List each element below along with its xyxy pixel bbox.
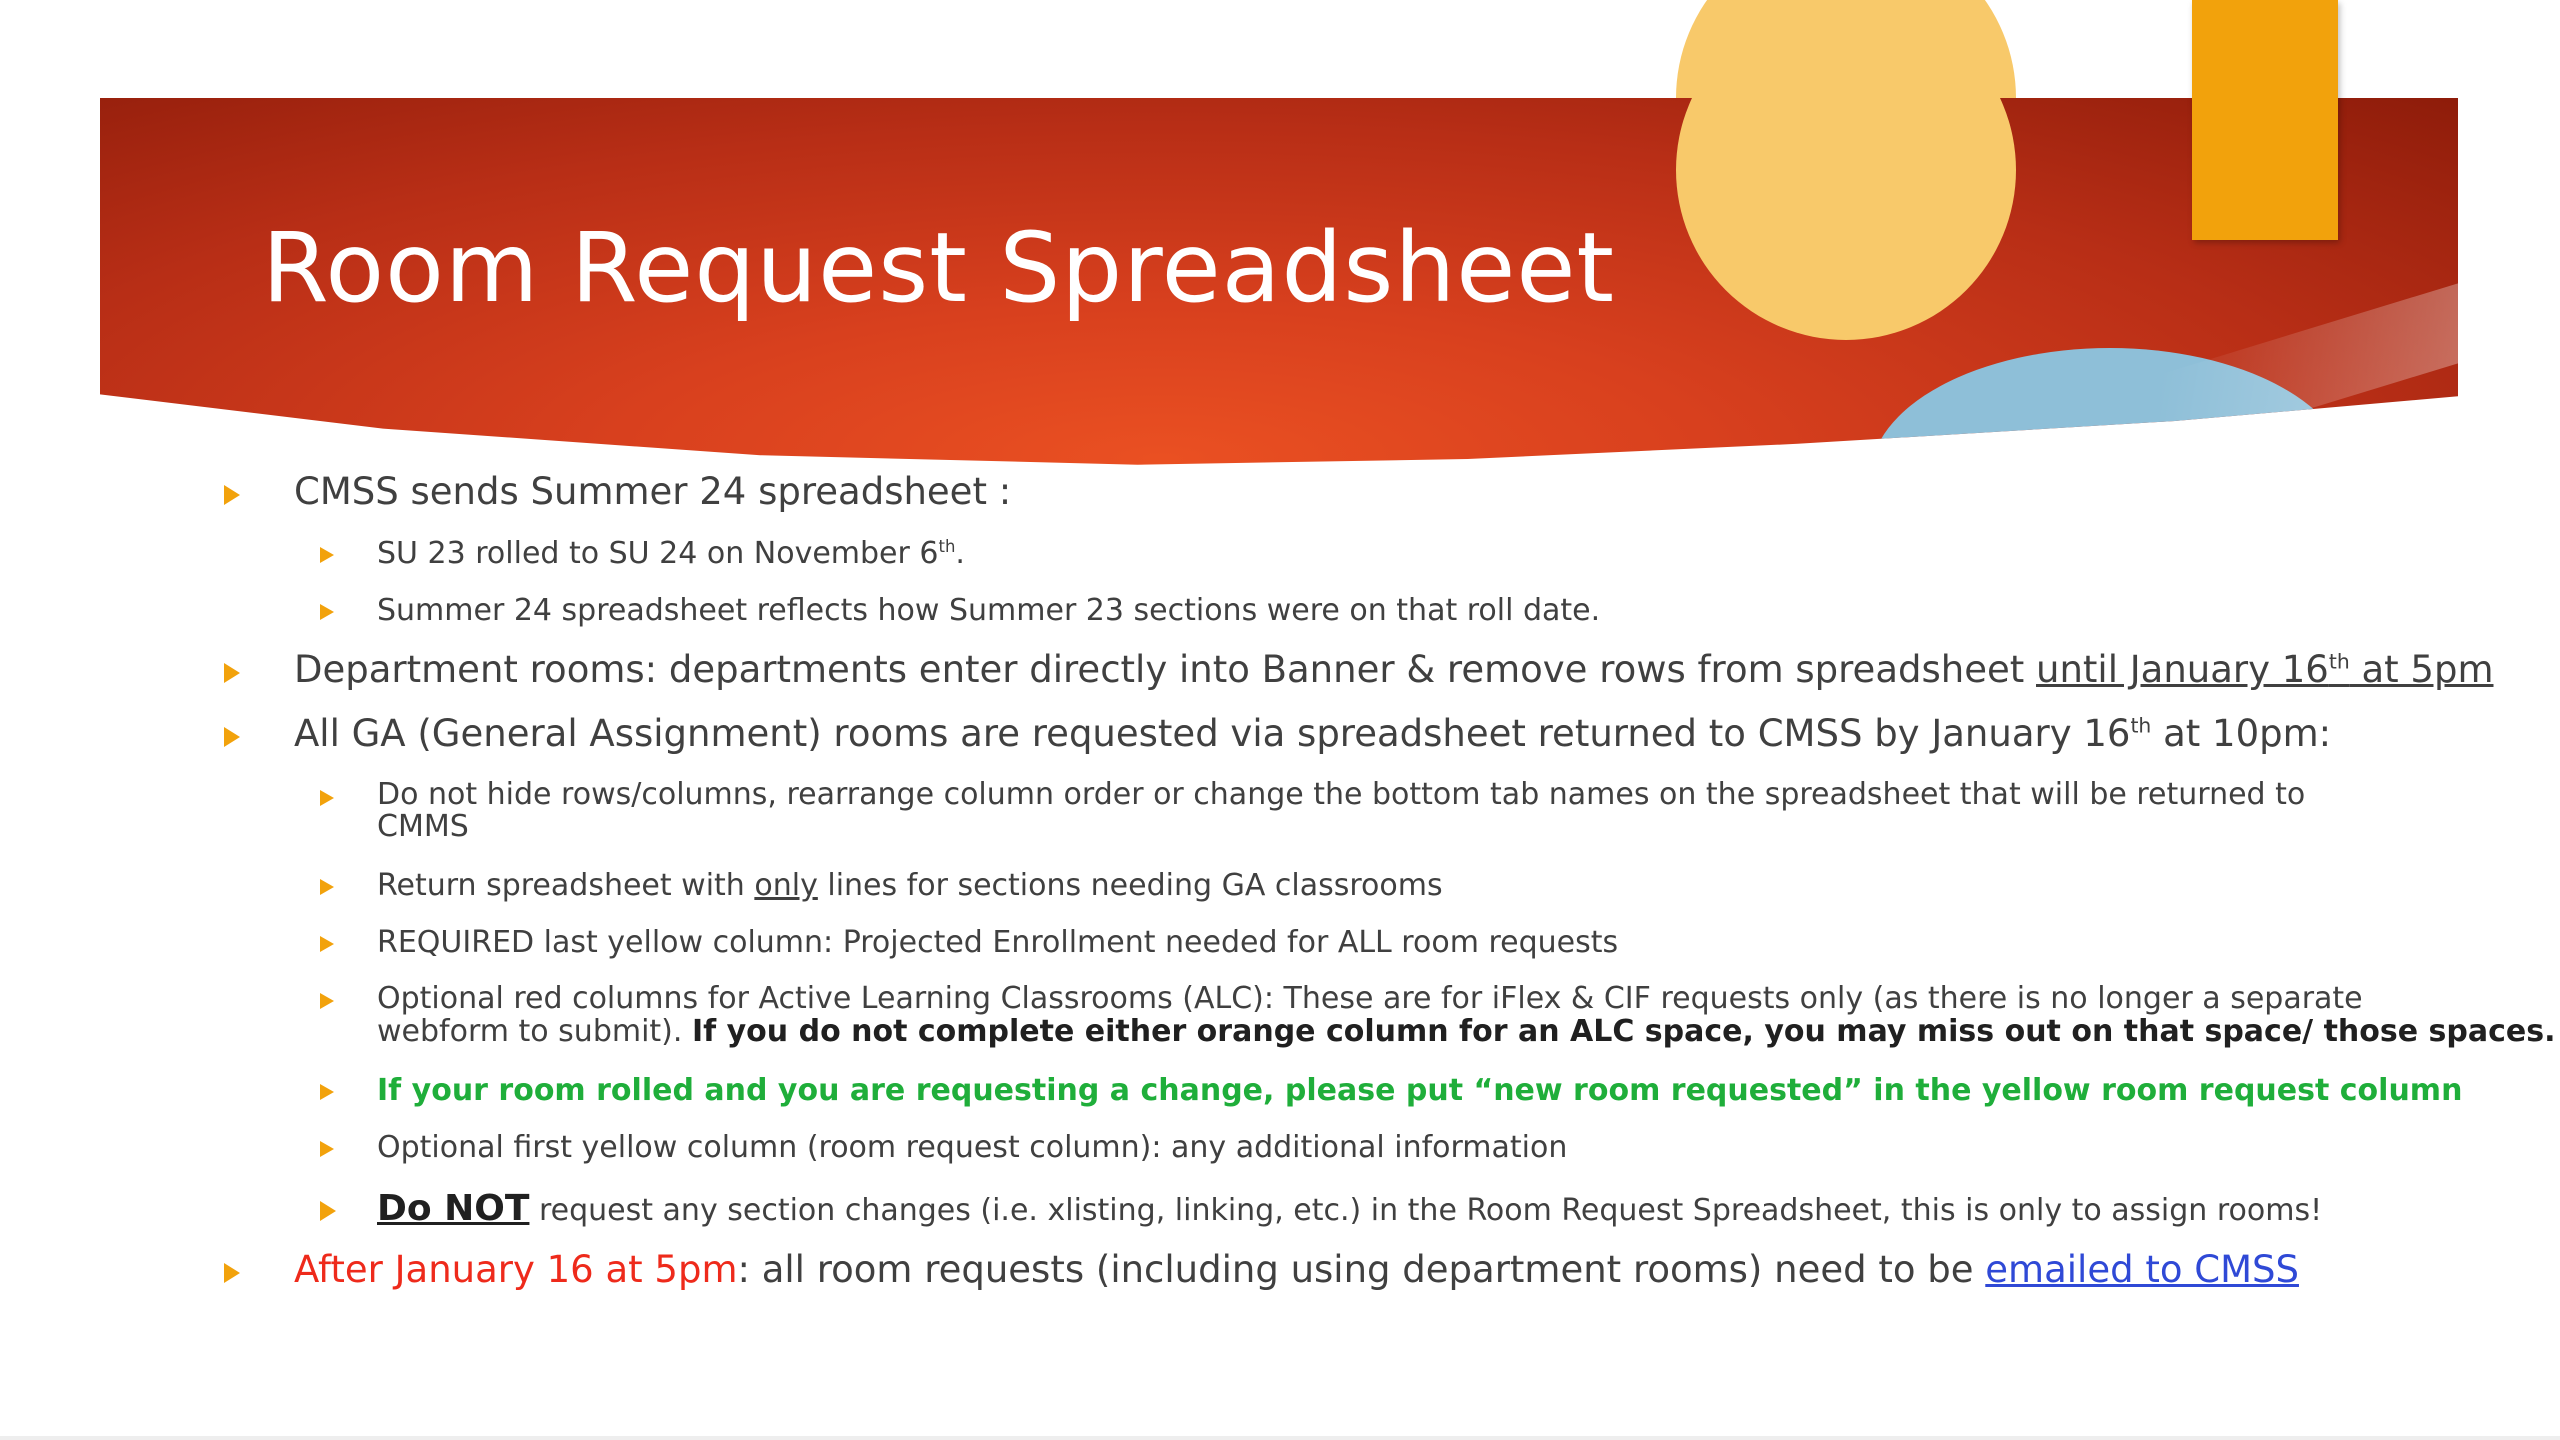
bullet-text: Department rooms: departments enter directly into Banner & remove rows from spreadsheet [294,648,2036,691]
bullet-optional-red-columns [377,982,2556,1048]
bullet-arrow-icon [320,1201,336,1221]
bullet-do-not-request [377,1188,2322,1229]
bullet-arrow-icon [224,1263,240,1283]
bullet-arrow-icon [320,993,334,1009]
deadline-underlined [2036,648,2494,691]
bullet-text: Optional first yellow column (room request column): any additional information [377,1130,1568,1165]
bullet-text: : all room requests (including using department rooms) need to be [737,1248,1986,1291]
bullet-after-january [294,1248,2299,1291]
bullet-text-end: lines for sections needing GA classrooms [817,868,1443,903]
bullet-text: All GA (General Assignment) rooms are requested via spreadsheet returned to CMSS by January 16 [294,712,2131,755]
bullet-text: request any section changes (i.e. xlisting, linking, etc.) in the Room Request Spreadsheet, this is only to assign rooms! [529,1193,2323,1228]
bullet-arrow-icon [224,727,240,747]
bullet-do-not-hide [377,779,2305,843]
bullet-arrow-icon [224,485,240,505]
slide-title: Room Request Spreadsheet [262,212,1616,324]
bullet-text-line2: CMMS [377,809,469,844]
bullet-arrow-icon [320,604,334,620]
bullet-text-line1: Do not hide rows/columns, rearrange column order or change the bottom tab names on the spreadsheet that will be returned to [377,777,2306,812]
bullet-summer24-reflects [377,593,1600,628]
bullet-text: SU 23 rolled to SU 24 on November 6 [377,536,939,571]
superscript: th [938,537,956,556]
email-cmss-link[interactable]: emailed to CMSS [1985,1248,2299,1291]
bullet-text-end: . [955,536,965,571]
warning-bold-text: If you do not complete either orange column for an ALC space, you may miss out on that space/ those spaces. [691,1014,2556,1049]
bullet-text: webform to submit). [377,1014,692,1049]
bullet-text: Return spreadsheet with [377,868,755,903]
bullet-arrow-icon [320,879,334,895]
bullet-required-column [377,925,1618,960]
deadline-time: at 5pm [2349,648,2494,691]
bullet-arrow-icon [320,1141,334,1157]
bullet-text-end: at 10pm: [2151,712,2332,755]
bullet-department-rooms [294,648,2494,691]
bottom-edge [0,1436,2560,1440]
bullet-arrow-icon [320,547,334,563]
superscript: th [2328,649,2350,674]
bullet-arrow-icon [320,1084,334,1100]
bullet-text-line1: Optional red columns for Active Learning Classrooms (ALC): These are for iFlex & CIF requests only (as there is no longer a separate [377,981,2363,1016]
highlight-green-text: If your room rolled and you are requesting a change, please put “new room requested” in the yellow room request column [377,1073,2463,1108]
emphasis-do-not: Do NOT [377,1188,530,1229]
bullet-text: CMSS sends Summer 24 spreadsheet : [294,470,1012,513]
bullet-text: REQUIRED last yellow column: Projected Enrollment needed for ALL room requests [377,925,1619,960]
emphasis-only: only [754,868,818,903]
bullet-arrow-icon [320,790,334,806]
bullet-room-rolled [377,1073,2462,1108]
bullet-arrow-icon [224,663,240,683]
bullet-cmss-sends [294,470,1011,513]
bullet-return-spreadsheet [377,868,1443,903]
bullet-su23-rolled [377,536,965,571]
superscript: th [2130,713,2152,738]
deadline-red-text: After January 16 at 5pm [294,1248,738,1291]
deadline-date: until January 16 [2036,648,2329,691]
bullet-text: Summer 24 spreadsheet reflects how Summer 23 sections were on that roll date. [377,593,1601,628]
bullet-text-line2 [377,1015,2556,1048]
bullet-arrow-icon [320,936,334,952]
bullet-all-ga-rooms [294,712,2331,755]
bullet-optional-first-yellow [377,1130,1567,1165]
